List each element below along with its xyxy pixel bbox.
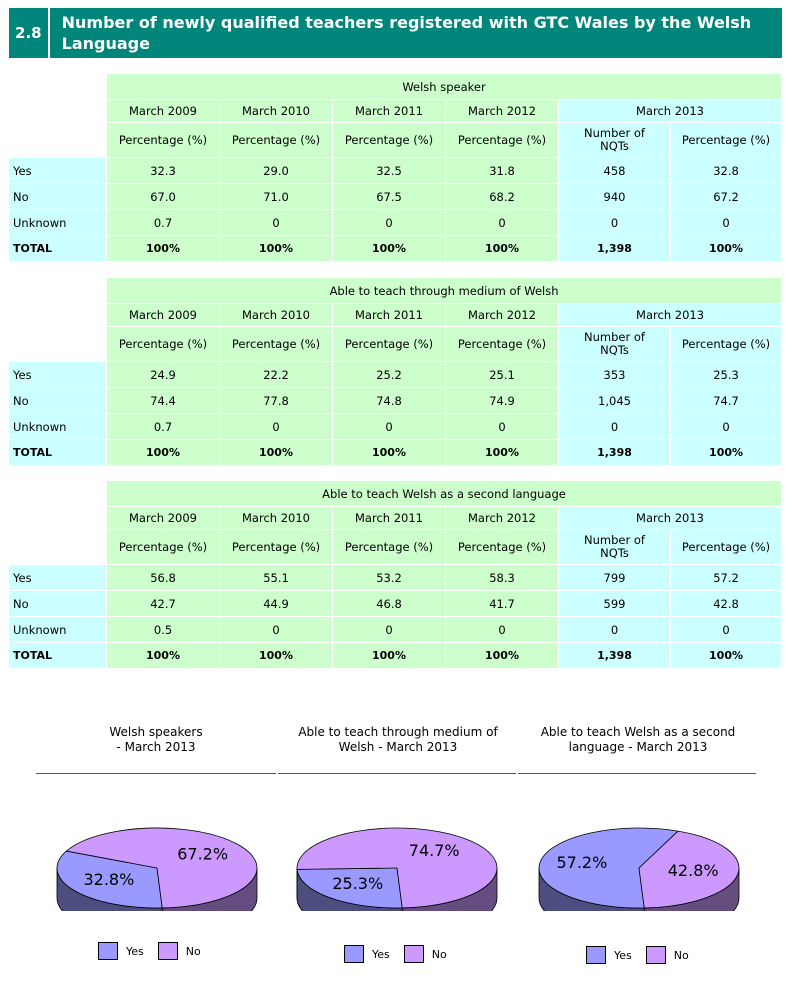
table-cell: 100% (671, 236, 782, 262)
table-row (9, 236, 782, 262)
table-cell: 0 (220, 210, 333, 236)
row-label: Unknown (9, 617, 107, 643)
table-cell: 77.8 (220, 388, 333, 414)
row-label: Yes (9, 565, 107, 591)
chart-title (36, 725, 276, 757)
chart-title-line2: - March 2013 (116, 740, 196, 754)
pie-label-yes: 57.2% (556, 852, 608, 872)
table-cell: 42.8 (671, 591, 782, 617)
year-header: March 2012 (446, 304, 559, 327)
pie-chart-3 (518, 725, 758, 757)
pie-label-yes: 32.8% (83, 869, 135, 889)
pie-label-no: 42.8% (667, 860, 719, 880)
table-cell: 44.9 (220, 591, 333, 617)
table-row (9, 643, 782, 669)
table-cell: 0 (220, 414, 333, 440)
percentage-header: Percentage (%) (671, 530, 782, 565)
year-header: March 2009 (107, 100, 220, 123)
table-cell: 0 (446, 210, 559, 236)
pie-label-no: 67.2% (177, 844, 229, 864)
table-cell: 56.8 (107, 565, 220, 591)
table-cell: 100% (446, 236, 559, 262)
pie-graphic (295, 815, 499, 911)
table-cell: 100% (220, 643, 333, 669)
table-cell: 74.4 (107, 388, 220, 414)
table-cell: 0.7 (107, 210, 220, 236)
legend-swatch-yes (586, 946, 606, 964)
year-header: March 2012 (446, 507, 559, 530)
legend-label-no: No (185, 944, 201, 958)
section-header (9, 8, 782, 58)
corner-cell (9, 100, 107, 123)
table-cell: 25.3 (671, 362, 782, 388)
year-header: March 2009 (107, 304, 220, 327)
legend-swatch-no (646, 946, 666, 964)
legend-label-yes: Yes (126, 944, 144, 958)
table-cell: 1,045 (559, 388, 671, 414)
table-cell: 41.7 (446, 591, 559, 617)
chart-legend (586, 946, 703, 964)
corner-cell (9, 123, 107, 158)
legend-swatch-no (404, 945, 424, 963)
year-header: March 2013 (559, 507, 782, 530)
percentage-header: Percentage (%) (333, 123, 446, 158)
table-cell: 100% (671, 643, 782, 669)
legend-label-yes: Yes (372, 947, 390, 961)
chart-title-line1: Welsh speakers (109, 725, 203, 739)
table-cell: 0.5 (107, 617, 220, 643)
table-cell: 67.2 (671, 184, 782, 210)
chart-title-rule (278, 773, 516, 774)
legend-swatch-yes (98, 942, 118, 960)
table-cell: 0 (333, 210, 446, 236)
chart-title-line2: language - March 2013 (568, 740, 708, 754)
table-cell: 0 (446, 617, 559, 643)
table-cell: 100% (446, 440, 559, 466)
percentage-header: Percentage (%) (220, 530, 333, 565)
percentage-header: Percentage (%) (220, 327, 333, 362)
row-label: TOTAL (9, 643, 107, 669)
table-cell: 1,398 (559, 643, 671, 669)
legend-label-no: No (431, 947, 447, 961)
chart-title-line1: Able to teach Welsh as a second (540, 725, 736, 739)
chart-title-line2: Welsh - March 2013 (338, 740, 458, 754)
table-cell: 42.7 (107, 591, 220, 617)
year-header: March 2010 (220, 507, 333, 530)
table-cell: 100% (107, 643, 220, 669)
corner-cell (9, 304, 107, 327)
table-cell: 32.8 (671, 158, 782, 184)
table-cell: 46.8 (333, 591, 446, 617)
data-table-1 (9, 74, 782, 262)
year-header: March 2011 (333, 507, 446, 530)
row-label: No (9, 591, 107, 617)
table-cell: 67.5 (333, 184, 446, 210)
year-header: March 2013 (559, 100, 782, 123)
nqt-header-line1: Number of (584, 126, 645, 140)
pie-chart-2 (278, 725, 518, 757)
pie-graphic (537, 815, 741, 911)
percentage-header: Percentage (%) (446, 123, 559, 158)
table-cell: 31.8 (446, 158, 559, 184)
row-label: Unknown (9, 414, 107, 440)
nqt-header-line1: Number of (584, 330, 645, 344)
pie-chart-1 (36, 725, 276, 757)
table-cell: 71.0 (220, 184, 333, 210)
chart-title (278, 725, 518, 757)
percentage-header: Percentage (%) (333, 530, 446, 565)
table-cell: 1,398 (559, 440, 671, 466)
corner-cell (9, 74, 107, 100)
year-header: March 2013 (559, 304, 782, 327)
table-cell: 58.3 (446, 565, 559, 591)
table-cell: 100% (107, 440, 220, 466)
chart-legend (344, 945, 461, 963)
table-row (9, 617, 782, 643)
table-cell: 0 (333, 617, 446, 643)
nqt-header-line2: NQTs (600, 343, 629, 357)
table-cell: 74.9 (446, 388, 559, 414)
table-row (9, 388, 782, 414)
table-cell: 24.9 (107, 362, 220, 388)
nqt-header (559, 123, 671, 158)
nqt-header-line2: NQTs (600, 139, 629, 153)
table-title: Welsh speaker (107, 74, 782, 100)
legend-swatch-yes (344, 945, 364, 963)
table-cell: 100% (220, 440, 333, 466)
table-row (9, 362, 782, 388)
table-cell: 0 (559, 617, 671, 643)
table-cell: 25.1 (446, 362, 559, 388)
table-cell: 0.7 (107, 414, 220, 440)
table-cell: 599 (559, 591, 671, 617)
row-label: Unknown (9, 210, 107, 236)
chart-title (518, 725, 758, 757)
legend-swatch-no (158, 942, 178, 960)
percentage-header: Percentage (%) (107, 123, 220, 158)
table-cell: 1,398 (559, 236, 671, 262)
year-header: March 2011 (333, 100, 446, 123)
corner-cell (9, 327, 107, 362)
nqt-header (559, 327, 671, 362)
chart-title-line1: Able to teach through medium of (298, 725, 498, 739)
chart-title-rule (518, 773, 756, 774)
table-cell: 74.8 (333, 388, 446, 414)
chart-title-rule (36, 773, 276, 774)
table-cell: 0 (559, 414, 671, 440)
table-row (9, 184, 782, 210)
table-cell: 0 (559, 210, 671, 236)
pie-graphic (55, 815, 259, 911)
table-cell: 74.7 (671, 388, 782, 414)
percentage-header: Percentage (%) (446, 530, 559, 565)
data-table-2 (9, 278, 782, 466)
nqt-header (559, 530, 671, 565)
row-label: No (9, 388, 107, 414)
row-label: No (9, 184, 107, 210)
table-cell: 353 (559, 362, 671, 388)
table-cell: 68.2 (446, 184, 559, 210)
table-row (9, 414, 782, 440)
table-cell: 100% (671, 440, 782, 466)
pie-label-no: 74.7% (408, 840, 460, 860)
table-cell: 0 (220, 617, 333, 643)
table-cell: 458 (559, 158, 671, 184)
table-cell: 100% (107, 236, 220, 262)
table-cell: 32.5 (333, 158, 446, 184)
nqt-header-line2: NQTs (600, 546, 629, 560)
pie-label-yes: 25.3% (332, 874, 384, 894)
table-title: Able to teach through medium of Welsh (107, 278, 782, 304)
corner-cell (9, 530, 107, 565)
table-cell: 29.0 (220, 158, 333, 184)
table-row (9, 565, 782, 591)
legend-label-no: No (673, 948, 689, 962)
table-cell: 57.2 (671, 565, 782, 591)
table-cell: 53.2 (333, 565, 446, 591)
table-cell: 0 (671, 617, 782, 643)
percentage-header: Percentage (%) (671, 123, 782, 158)
table-cell: 32.3 (107, 158, 220, 184)
corner-cell (9, 507, 107, 530)
year-header: March 2010 (220, 100, 333, 123)
percentage-header: Percentage (%) (107, 530, 220, 565)
table-row (9, 440, 782, 466)
row-label: TOTAL (9, 440, 107, 466)
table-row (9, 210, 782, 236)
corner-cell (9, 278, 107, 304)
legend-label-yes: Yes (614, 948, 632, 962)
table-cell: 100% (220, 236, 333, 262)
section-title: Number of newly qualified teachers registered with GTC Wales by the Welsh Language (61, 13, 752, 53)
percentage-header: Percentage (%) (107, 327, 220, 362)
table-cell: 0 (333, 414, 446, 440)
data-table-3 (9, 481, 782, 669)
table-cell: 100% (333, 440, 446, 466)
nqt-header-line1: Number of (584, 533, 645, 547)
table-cell: 100% (333, 643, 446, 669)
chart-legend (98, 942, 215, 960)
row-label: Yes (9, 362, 107, 388)
year-header: March 2011 (333, 304, 446, 327)
corner-cell (9, 481, 107, 507)
table-cell: 940 (559, 184, 671, 210)
table-cell: 55.1 (220, 565, 333, 591)
table-cell: 0 (446, 414, 559, 440)
table-cell: 0 (671, 414, 782, 440)
year-header: March 2010 (220, 304, 333, 327)
percentage-header: Percentage (%) (333, 327, 446, 362)
table-row (9, 158, 782, 184)
row-label: TOTAL (9, 236, 107, 262)
table-cell: 25.2 (333, 362, 446, 388)
table-cell: 100% (446, 643, 559, 669)
table-cell: 67.0 (107, 184, 220, 210)
percentage-header: Percentage (%) (671, 327, 782, 362)
section-number: 2.8 (9, 8, 50, 58)
table-cell: 0 (671, 210, 782, 236)
row-label: Yes (9, 158, 107, 184)
table-cell: 799 (559, 565, 671, 591)
table-title: Able to teach Welsh as a second language (107, 481, 782, 507)
year-header: March 2012 (446, 100, 559, 123)
table-row (9, 591, 782, 617)
percentage-header: Percentage (%) (446, 327, 559, 362)
table-cell: 22.2 (220, 362, 333, 388)
percentage-header: Percentage (%) (220, 123, 333, 158)
year-header: March 2009 (107, 507, 220, 530)
table-cell: 100% (333, 236, 446, 262)
